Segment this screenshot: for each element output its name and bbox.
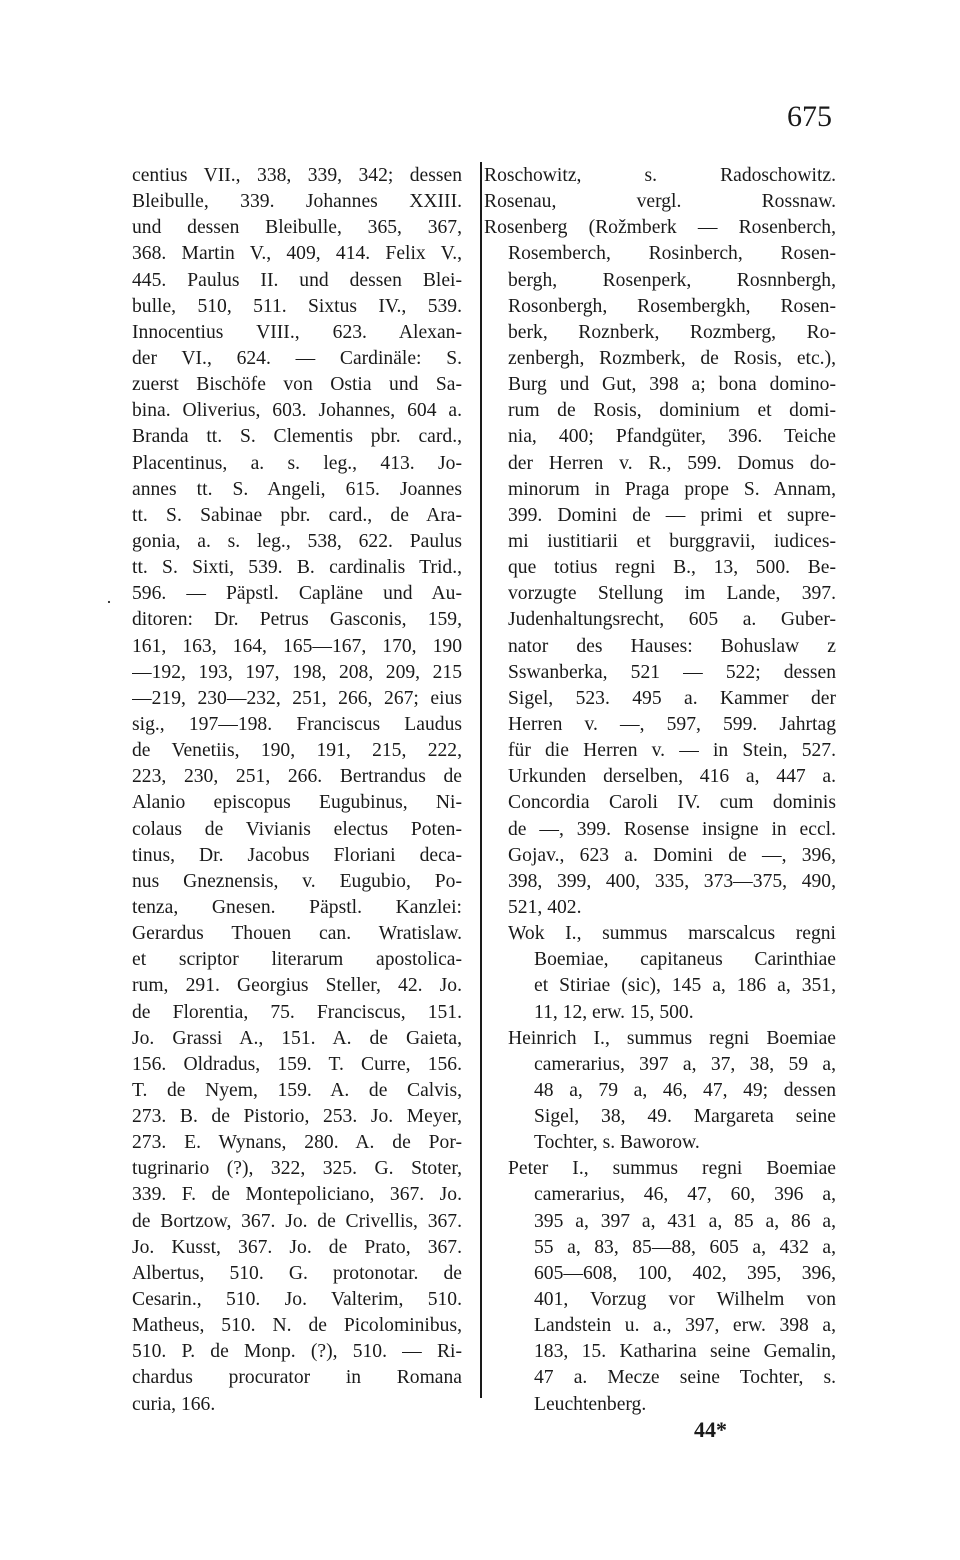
text-line: zuerst Bischöfe von Ostia und Sa- xyxy=(132,374,462,396)
left-column xyxy=(132,163,462,1418)
text-line: Sigel, 38, 49. Margareta seine xyxy=(534,1106,836,1128)
text-line: tugrinario (?), 322, 325. G. Stoter, xyxy=(132,1158,462,1180)
text-line: minorum in Praga prope S. Annam, xyxy=(508,478,836,500)
text-line: Roschowitz, s. Radoschowitz. xyxy=(484,165,836,186)
text-line: Gerardus Thouen can. Wratislaw. xyxy=(132,923,462,945)
text-line: Gojav., 623 a. Domini de —, 396, xyxy=(508,844,836,866)
text-line: Urkunden derselben, 416 a, 447 a. xyxy=(508,766,836,788)
text-line: und dessen Bleibulle, 365, 367, xyxy=(132,217,462,239)
text-line: 156. Oldradus, 159. T. Curre, 156. xyxy=(132,1053,462,1075)
signature-mark: 44* xyxy=(694,1417,727,1442)
text-line: Innocentius VIII., 623. Alexan- xyxy=(132,321,462,343)
text-line: der VI., 624. — Cardinäle: S. xyxy=(132,347,462,369)
margin-dot: · xyxy=(106,592,112,612)
text-line: tinus, Dr. Jacobus Floriani deca- xyxy=(132,844,462,866)
text-line: 445. Paulus II. und dessen Blei- xyxy=(132,269,462,291)
text-line: Wok I., summus marscalcus regni xyxy=(508,923,836,945)
text-line: Bleibulle, 339. Johannes XXIII. xyxy=(132,191,462,213)
text-line: Rosenberg (Rožmberk — Rosenberch, xyxy=(484,217,836,239)
text-line: für die Herren v. — in Stein, 527. xyxy=(508,740,836,762)
text-line: nator des Hauses: Bohuslaw z xyxy=(508,635,836,657)
text-line: tt. S. Sixti, 539. B. cardinalis Trid., xyxy=(132,557,462,579)
text-line: —192, 193, 197, 198, 208, 209, 215 xyxy=(132,661,462,683)
text-line: 398, 399, 400, 335, 373—375, 490, xyxy=(508,870,836,892)
text-line: 339. F. de Montepoliciano, 367. Jo. xyxy=(132,1184,462,1206)
text-line: 368. Martin V., 409, 414. Felix V., xyxy=(132,243,462,265)
text-line: Sigel, 523. 495 a. Kammer der xyxy=(508,687,836,709)
text-line: Rosenau, vergl. Rossnaw. xyxy=(484,191,836,213)
text-line: Concordia Caroli IV. cum dominis xyxy=(508,792,836,814)
text-line: gonia, a. s. leg., 538, 622. Paulus xyxy=(132,530,462,552)
text-line: bina. Oliverius, 603. Johannes, 604 a. xyxy=(132,400,462,422)
text-line: de —, 399. Rosense insigne in eccl. xyxy=(508,818,836,840)
text-line: 161, 163, 164, 165—167, 170, 190 xyxy=(132,635,462,657)
text-line: tt. S. Sabinae pbr. card., de Ara- xyxy=(132,504,462,526)
text-line: 521, 402. xyxy=(508,896,582,918)
text-line: 395 a, 397 a, 431 a, 85 a, 86 a, xyxy=(534,1210,836,1232)
text-line: colaus de Vivianis electus Poten- xyxy=(132,818,462,840)
text-line: Rosemberch, Rosinberch, Rosen- xyxy=(508,243,836,265)
text-line: Herren v. —, 597, 599. Jahrtag xyxy=(508,713,836,735)
text-line: 596. — Päpstl. Capläne und Au- xyxy=(132,583,462,605)
text-line: zenbergh, Rozmberk, de Rosis, etc.), xyxy=(508,347,836,369)
text-line: rum, 291. Georgius Steller, 42. Jo. xyxy=(132,975,462,997)
text-line: chardus procurator in Romana xyxy=(132,1367,462,1389)
text-line: nia, 400; Pfandgüter, 396. Teiche xyxy=(508,426,836,448)
text-line: ditoren: Dr. Petrus Gasconis, 159, xyxy=(132,609,462,631)
text-line: Tochter, s. Baworow. xyxy=(534,1132,700,1154)
text-line: camerarius, 397 a, 37, 38, 59 a, xyxy=(534,1053,836,1075)
right-column xyxy=(484,163,836,1418)
text-line: Matheus, 510. N. de Picolominibus, xyxy=(132,1315,462,1337)
text-line: annes tt. S. Angeli, 615. Joannes xyxy=(132,478,462,500)
text-line: Albertus, 510. G. protonotar. de xyxy=(132,1262,462,1284)
text-line: 183, 15. Katharina seine Gemalin, xyxy=(534,1341,836,1363)
text-line: mi iustitiarii et burggravii, iudices- xyxy=(508,530,836,552)
text-line: 48 a, 79 a, 46, 47, 49; dessen xyxy=(534,1079,836,1101)
text-line: Sswanberka, 521 — 522; dessen xyxy=(508,661,836,683)
text-line: sig., 197—198. Franciscus Laudus xyxy=(132,713,462,735)
text-line: de Bortzow, 367. Jo. de Crivellis, 367. xyxy=(132,1210,462,1232)
text-line: centius VII., 338, 339, 342; dessen xyxy=(132,165,462,186)
text-line: 605—608, 100, 402, 395, 396, xyxy=(534,1262,836,1284)
text-line: nus Gneznensis, v. Eugubio, Po- xyxy=(132,870,462,892)
text-line: 47 a. Mecze seine Tochter, s. xyxy=(534,1367,836,1389)
text-line: T. de Nyem, 159. A. de Calvis, xyxy=(132,1079,462,1101)
text-line: vorzugte Stellung im Lande, 397. xyxy=(508,583,836,605)
text-line: et scriptor literarum apostolica- xyxy=(132,949,462,971)
text-line: Alanio episcopus Eugubinus, Ni- xyxy=(132,792,462,814)
text-line: Branda tt. S. Clementis pbr. card., xyxy=(132,426,462,448)
text-line: —219, 230—232, 251, 266, 267; eius xyxy=(132,687,462,709)
text-line: Heinrich I., summus regni Boemiae xyxy=(508,1027,836,1049)
text-line: 399. Domini de — primi et supre- xyxy=(508,504,836,526)
text-line: Placentinus, a. s. leg., 413. Jo- xyxy=(132,452,462,474)
text-line: bergh, Rosenperk, Rosnnbergh, xyxy=(508,269,836,291)
text-line: Peter I., summus regni Boemiae xyxy=(508,1158,836,1180)
text-line: 401, Vorzug vor Wilhelm von xyxy=(534,1289,836,1311)
text-line: de Florentia, 75. Franciscus, 151. xyxy=(132,1001,462,1023)
text-line: Landstein u. a., 397, erw. 398 a, xyxy=(534,1315,836,1337)
text-line: curia, 166. xyxy=(132,1393,216,1415)
text-line: et Stiriae (sic), 145 a, 186 a, 351, xyxy=(534,975,836,997)
text-line: camerarius, 46, 47, 60, 396 a, xyxy=(534,1184,836,1206)
text-line: 510. P. de Monp. (?), 510. — Ri- xyxy=(132,1341,462,1363)
text-line: berk, Roznberk, Rozmberg, Ro- xyxy=(508,321,836,343)
text-line: Jo. Kusst, 367. Jo. de Prato, 367. xyxy=(132,1236,462,1258)
text-line: der Herren v. R., 599. Domus do- xyxy=(508,452,836,474)
text-line: tenza, Gnesen. Päpstl. Kanzlei: xyxy=(132,896,462,918)
text-line: 55 a, 83, 85—88, 605 a, 432 a, xyxy=(534,1236,836,1258)
text-line: 273. E. Wynans, 280. A. de Por- xyxy=(132,1132,462,1154)
text-line: Leuchtenberg. xyxy=(534,1393,647,1415)
text-line: que totius regni B., 13, 500. Be- xyxy=(508,557,836,579)
text-line: rum de Rosis, dominium et domi- xyxy=(508,400,836,422)
text-line: 273. B. de Pistorio, 253. Jo. Meyer, xyxy=(132,1106,462,1128)
text-line: Burg und Gut, 398 a; bona domino- xyxy=(508,374,836,396)
text-line: Judenhaltungsrecht, 605 a. Guber- xyxy=(508,609,836,631)
text-line: Cesarin., 510. Jo. Valterim, 510. xyxy=(132,1289,462,1311)
text-line: Jo. Grassi A., 151. A. de Gaieta, xyxy=(132,1027,462,1049)
column-divider xyxy=(480,162,482,1398)
text-line: bulle, 510, 511. Sixtus IV., 539. xyxy=(132,295,462,317)
page-number: 675 xyxy=(787,100,832,133)
text-line: 223, 230, 251, 266. Bertrandus de xyxy=(132,766,462,788)
text-line: 11, 12, erw. 15, 500. xyxy=(534,1001,694,1023)
text-line: Rosonbergh, Rosembergkh, Rosen- xyxy=(508,295,836,317)
text-line: Boemiae, capitaneus Carinthiae xyxy=(534,949,836,971)
text-line: de Venetiis, 190, 191, 215, 222, xyxy=(132,740,462,762)
